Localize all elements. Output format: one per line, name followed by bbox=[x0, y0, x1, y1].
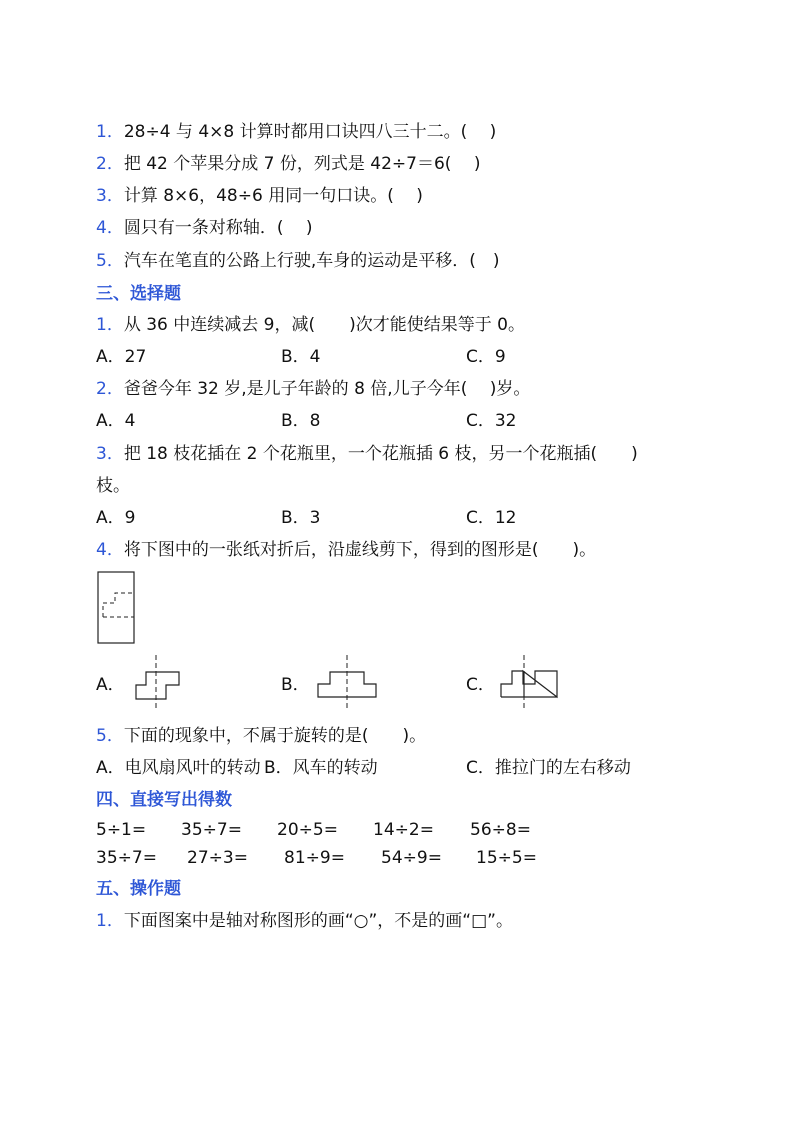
choice-question-5 bbox=[96, 725, 426, 747]
calc-item: 27÷3= bbox=[187, 848, 248, 868]
option-c: C．9 bbox=[466, 347, 506, 367]
calc-item: 35÷7= bbox=[96, 848, 157, 868]
calc-item: 15÷5= bbox=[476, 848, 537, 868]
judge-item-4 bbox=[96, 217, 313, 239]
option-b: B．风车的转动 bbox=[264, 758, 378, 778]
question-text: 把 18 枝花插在 2 个花瓶里，一个花瓶插 6 枝，另一个花瓶插( ) bbox=[123, 444, 638, 464]
question-number: 4． bbox=[96, 218, 124, 238]
calc-item: 54÷9= bbox=[381, 848, 442, 868]
choice-question-3-continued: 枝。 bbox=[96, 476, 130, 496]
option-c: C．12 bbox=[466, 508, 517, 528]
calc-item: 35÷7= bbox=[181, 820, 242, 840]
judge-item-2 bbox=[96, 153, 480, 175]
option-b: B．3 bbox=[281, 508, 321, 528]
option-b: B． bbox=[281, 675, 310, 695]
question-number: 1． bbox=[96, 315, 124, 335]
option-a: A．9 bbox=[96, 508, 136, 528]
section-title-calculation: 四、直接写出得数 bbox=[96, 790, 232, 810]
calc-item: 5÷1= bbox=[96, 820, 147, 840]
calc-item: 20÷5= bbox=[277, 820, 338, 840]
question-text: 下面图案中是轴对称图形的画“○”，不是的画“□”。 bbox=[123, 911, 513, 931]
calc-item: 81÷9= bbox=[284, 848, 345, 868]
question-text: 汽车在笔直的公路上行驶,车身的运动是平移．( ) bbox=[123, 251, 500, 271]
question-number: 1． bbox=[96, 122, 124, 142]
option-a: A． bbox=[96, 675, 125, 695]
option-b: B．8 bbox=[281, 411, 321, 431]
question-text: 从 36 中连续减去 9，减( )次才能使结果等于 0。 bbox=[123, 315, 525, 335]
choice-question-1 bbox=[96, 314, 525, 336]
folded-paper-figure bbox=[97, 571, 137, 645]
option-a: A．4 bbox=[96, 411, 136, 431]
section-title-choice: 三、选择题 bbox=[96, 284, 181, 304]
option-c-shape bbox=[499, 655, 563, 713]
question-number: 5． bbox=[96, 251, 124, 271]
judge-item-5 bbox=[96, 250, 500, 272]
question-number: 2． bbox=[96, 379, 124, 399]
option-a: A．27 bbox=[96, 347, 147, 367]
question-number: 1． bbox=[96, 911, 124, 931]
question-text: 下面的现象中，不属于旋转的是( )。 bbox=[123, 726, 427, 746]
question-text: 将下图中的一张纸对折后，沿虚线剪下，得到的图形是( )。 bbox=[123, 540, 597, 560]
question-number: 5． bbox=[96, 726, 124, 746]
question-number: 3． bbox=[96, 444, 124, 464]
question-number: 2． bbox=[96, 154, 124, 174]
question-text: 爸爸今年 32 岁,是儿子年龄的 8 倍,儿子今年( )岁。 bbox=[123, 379, 531, 399]
calc-item: 14÷2= bbox=[373, 820, 434, 840]
option-a: A．电风扇风叶的转动 bbox=[96, 758, 261, 778]
choice-question-4 bbox=[96, 539, 596, 561]
option-b-shape bbox=[316, 655, 380, 713]
question-text: 计算 8×6，48÷6 用同一句口诀。( ) bbox=[123, 186, 423, 206]
option-a-shape bbox=[133, 655, 183, 713]
section-title-operation: 五、操作题 bbox=[96, 879, 181, 899]
option-c: C．32 bbox=[466, 411, 517, 431]
judge-item-3 bbox=[96, 185, 423, 207]
question-text: 把 42 个苹果分成 7 份，列式是 42÷7＝6( ) bbox=[123, 154, 481, 174]
judge-item-1 bbox=[96, 121, 496, 143]
choice-question-3 bbox=[96, 443, 638, 465]
question-number: 4． bbox=[96, 540, 124, 560]
question-text: 28÷4 与 4×8 计算时都用口诀四八三十二。( ) bbox=[123, 122, 497, 142]
question-text: 圆只有一条对称轴．( ) bbox=[123, 218, 313, 238]
question-number: 3． bbox=[96, 186, 124, 206]
calc-item: 56÷8= bbox=[470, 820, 531, 840]
option-c: C． bbox=[466, 675, 495, 695]
option-b: B．4 bbox=[281, 347, 321, 367]
choice-question-2 bbox=[96, 378, 530, 400]
operation-question-1 bbox=[96, 910, 513, 932]
option-c: C．推拉门的左右移动 bbox=[466, 758, 631, 778]
